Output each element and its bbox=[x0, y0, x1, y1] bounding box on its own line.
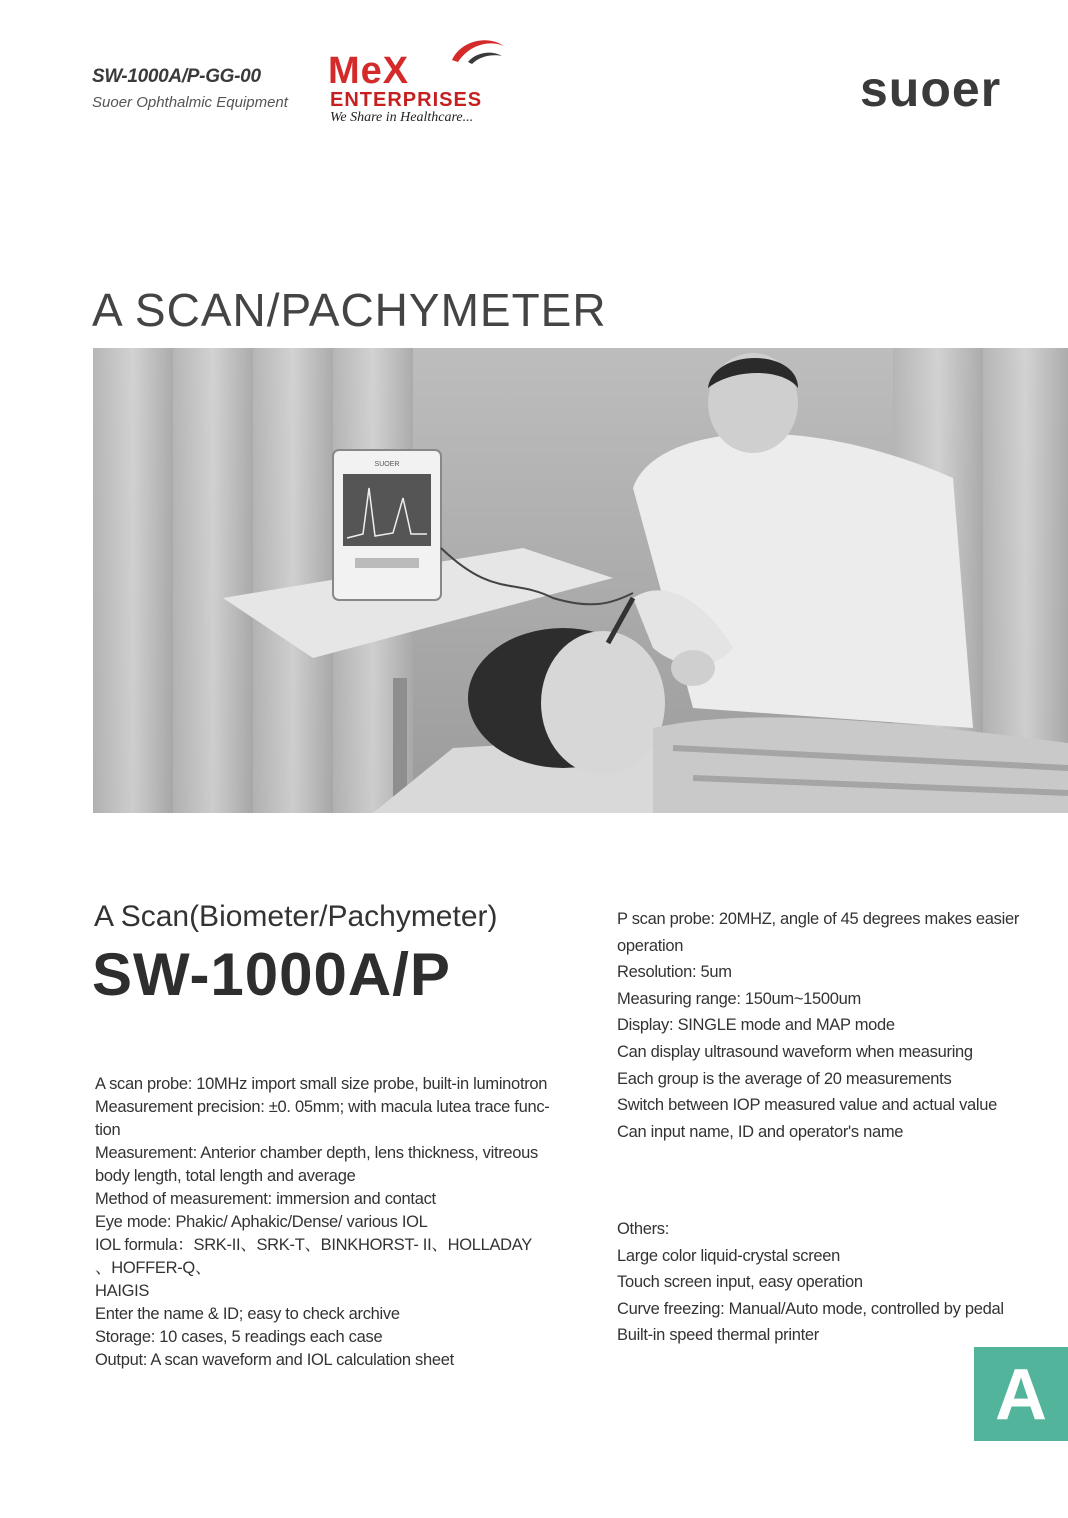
spec-line: Measurement precision: ±0. 05mm; with macula lutea trace func- bbox=[95, 1098, 550, 1116]
spec-line: Storage: 10 cases, 5 readings each case bbox=[95, 1328, 383, 1346]
spec-line: Method of measurement: immersion and contact bbox=[95, 1190, 436, 1208]
document-code: SW-1000A/P-GG-00 bbox=[92, 66, 261, 87]
mex-enterprises-text: ENTERPRISES bbox=[330, 89, 483, 111]
spec-line: operation bbox=[617, 936, 684, 955]
spec-line: IOL formula：SRK-II、SRK-T、BINKHORST- II、HOLLADAY bbox=[95, 1236, 532, 1254]
device-unit bbox=[333, 450, 441, 600]
clinic-scene-illustration bbox=[93, 348, 1068, 813]
spec-line: Display: SINGLE mode and MAP mode bbox=[617, 1016, 895, 1035]
spec-line: Output: A scan waveform and IOL calculation sheet bbox=[95, 1351, 454, 1369]
suoer-brand-logo: suoer bbox=[860, 61, 1002, 117]
a-scan-spec-list bbox=[95, 1073, 550, 1372]
spec-line: A scan probe: 10MHz import small size probe, built-in luminotron bbox=[95, 1075, 548, 1093]
spec-line: Enter the name & ID; easy to check archive bbox=[95, 1305, 400, 1323]
spec-line: Curve freezing: Manual/Auto mode, controlled by pedal bbox=[617, 1299, 1004, 1318]
spec-line: Eye mode: Phakic/ Aphakic/Dense/ various IOL bbox=[95, 1213, 428, 1231]
section-badge-letter: A bbox=[995, 1355, 1047, 1435]
document-subtitle: Suoer Ophthalmic Equipment bbox=[92, 94, 288, 111]
device-label: SUOER bbox=[374, 461, 400, 468]
spec-line: Large color liquid-crystal screen bbox=[617, 1246, 841, 1265]
spec-line: 、HOFFER-Q、 bbox=[95, 1259, 212, 1277]
spec-line: Touch screen input, easy operation bbox=[617, 1273, 863, 1292]
spec-line: Can display ultrasound waveform when measuring bbox=[617, 1042, 973, 1061]
spec-line: body length, total length and average bbox=[95, 1167, 356, 1185]
mex-logo-word: MeX bbox=[328, 50, 410, 92]
product-type: A Scan(Biometer/Pachymeter) bbox=[94, 900, 498, 933]
product-model: SW-1000A/P bbox=[92, 941, 451, 1008]
spec-line: P scan probe: 20MHZ, angle of 45 degrees makes easier bbox=[617, 910, 1020, 928]
page-title: A SCAN/PACHYMETER bbox=[92, 284, 607, 336]
spec-line: tion bbox=[95, 1121, 121, 1139]
product-photo bbox=[93, 348, 1068, 813]
spec-line: Resolution: 5um bbox=[617, 963, 732, 982]
others-spec-list bbox=[617, 1216, 1004, 1349]
section-badge bbox=[974, 1347, 1068, 1441]
mex-tagline: We Share in Healthcare... bbox=[330, 110, 474, 125]
spec-line: Built-in speed thermal printer bbox=[617, 1326, 819, 1345]
mex-swoosh-icon bbox=[446, 34, 510, 68]
others-heading: Others: bbox=[617, 1220, 670, 1238]
spec-line: Measurement: Anterior chamber depth, lens thickness, vitreous bbox=[95, 1144, 539, 1162]
spec-line: Can input name, ID and operator's name bbox=[617, 1122, 904, 1141]
spec-line: HAIGIS bbox=[95, 1282, 150, 1300]
p-scan-spec-list bbox=[617, 906, 1019, 1145]
spec-line: Measuring range: 150um~1500um bbox=[617, 989, 862, 1008]
spec-line: Switch between IOP measured value and actual value bbox=[617, 1096, 998, 1115]
spec-line: Each group is the average of 20 measurements bbox=[617, 1069, 952, 1088]
